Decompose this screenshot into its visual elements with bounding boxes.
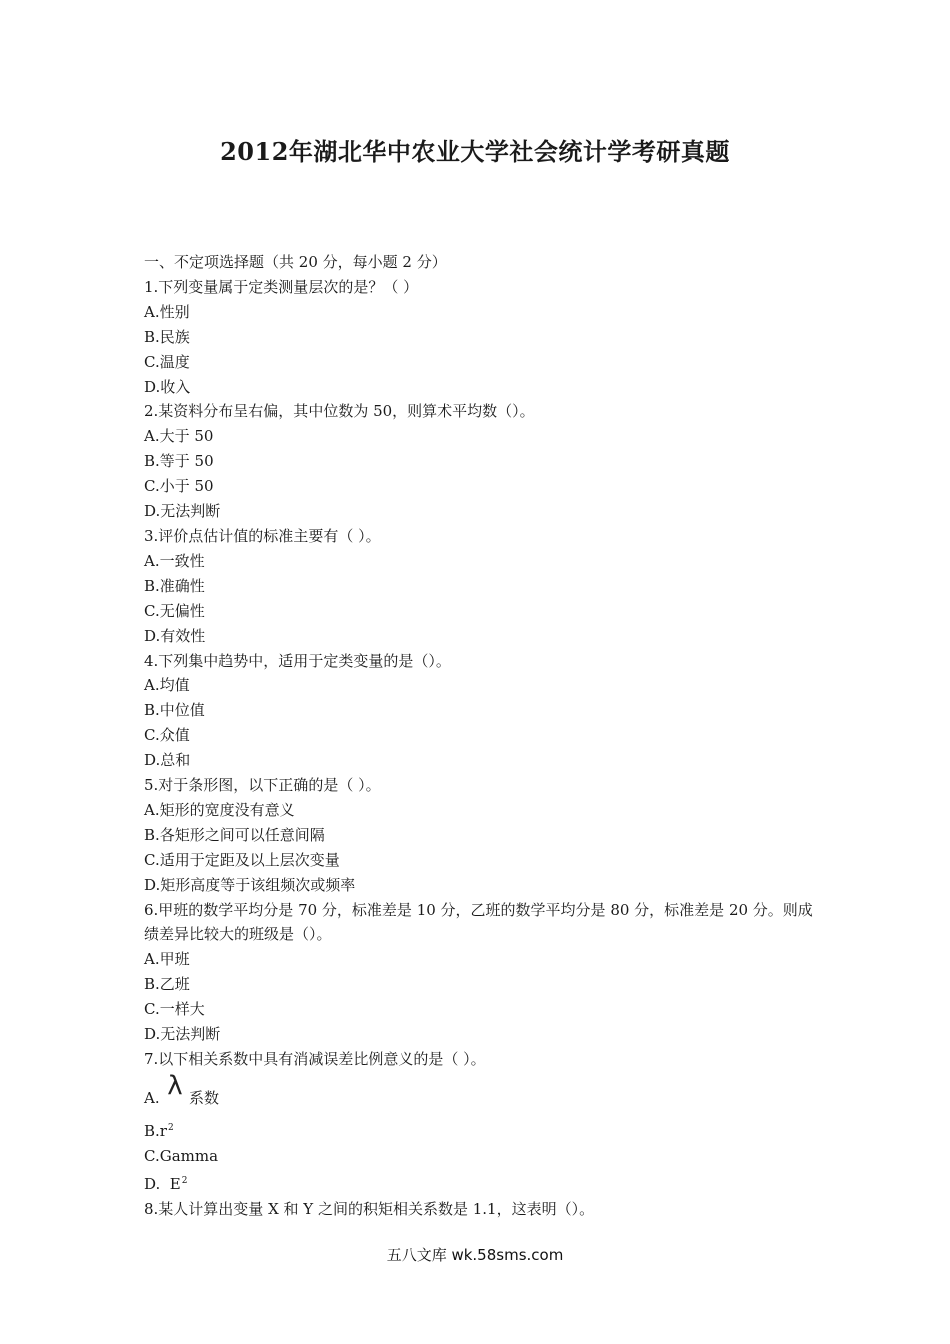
answer-option: D.总和	[144, 751, 191, 770]
answer-option: B.各矩形之间可以任意间隔	[144, 825, 325, 844]
answer-option: A.矩形的宽度没有意义	[144, 800, 295, 819]
answer-option: C.小于 50	[144, 477, 214, 496]
question-stem: 2.某资料分布呈右偏，其中位数为 50，则算术平均数（）。	[144, 402, 535, 421]
answer-option: B.准确性	[144, 576, 205, 595]
answer-option	[144, 1169, 814, 1197]
footer-watermark: 五八文库 wk.58sms.com	[386, 1246, 564, 1264]
answer-option: D.无法判断	[144, 1025, 221, 1044]
answer-option: A.大于 50	[144, 427, 214, 446]
answer-option: D.有效性	[144, 626, 206, 645]
question-stem: 6.甲班的数学平均分是 70 分，标准差是 10 分，乙班的数学平均分是 80 分，标准差是 20 分。则成绩差异比较大的班级是（）。	[144, 900, 813, 944]
option-label: A.	[144, 1088, 160, 1107]
question-stem: 7.以下相关系数中具有消减误差比例意义的是（ ）。	[144, 1050, 486, 1068]
question-stem: 1.下列变量属于定类测量层次的是？（ ）	[144, 277, 419, 296]
answer-option: B.等于 50	[144, 452, 214, 471]
answer-option: C.一样大	[144, 1000, 205, 1019]
question-stem: 4.下列集中趋势中，适用于定类变量的是（）。	[144, 651, 451, 670]
answer-option: A.一致性	[144, 551, 205, 570]
question-stem: 5.对于条形图，以下正确的是（ ）。	[144, 776, 381, 795]
document-title: 2012年湖北华中农业大学社会统计学考研真题	[220, 137, 730, 166]
superscript: 2	[167, 1122, 174, 1133]
answer-option: A.性别	[144, 302, 190, 321]
answer-option: C.众值	[144, 726, 190, 745]
section-heading: 一、不定项选择题（共 20 分，每小题 2 分）	[144, 253, 447, 271]
answer-option: B.乙班	[144, 975, 190, 994]
option-text: B.r	[144, 1121, 167, 1140]
answer-option: B.中位值	[144, 701, 205, 720]
option-text: D. E	[144, 1174, 181, 1193]
answer-option	[144, 1072, 814, 1116]
answer-option: C.温度	[144, 352, 190, 371]
question-stem: 3.评价点估计值的标准主要有（ ）。	[144, 526, 381, 545]
answer-option: D.收入	[144, 377, 191, 396]
answer-option: A.均值	[144, 676, 190, 695]
answer-option: A.甲班	[144, 950, 190, 969]
answer-option: C.Gamma	[144, 1146, 219, 1165]
option-text: 系数	[189, 1088, 220, 1107]
answer-option: B.民族	[144, 327, 190, 346]
document-body	[144, 250, 814, 1222]
answer-option: D.无法判断	[144, 502, 221, 521]
question-stem: 8.某人计算出变量 X 和 Y 之间的积矩相关系数是 1.1，这表明（）。	[144, 1199, 595, 1218]
superscript: 2	[181, 1175, 188, 1186]
answer-option: C.适用于定距及以上层次变量	[144, 850, 340, 869]
answer-option: D.矩形高度等于该组频次或频率	[144, 875, 356, 894]
answer-option: C.无偏性	[144, 601, 205, 620]
lambda-symbol-image: λ	[167, 1070, 183, 1101]
answer-option	[144, 1116, 814, 1144]
